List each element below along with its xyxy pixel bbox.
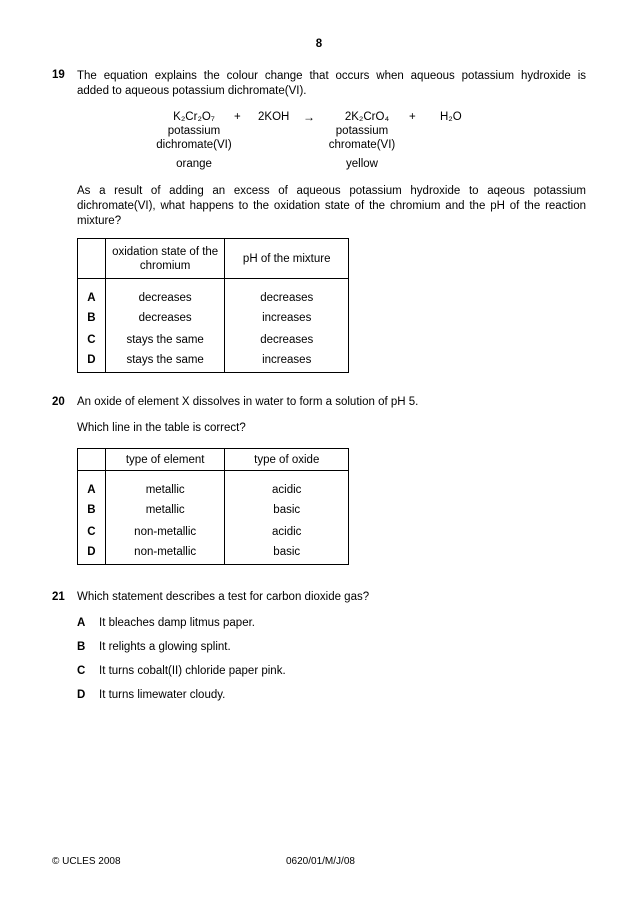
question-20-question: Which line in the table is correct?	[77, 422, 246, 434]
question-20-stem: An oxide of element X dissolves in water to form a solution of pH 5.	[77, 396, 419, 408]
equation-plus-2: +	[409, 111, 416, 123]
product-1-colour: yellow	[346, 158, 378, 170]
table-header-row	[78, 449, 349, 471]
row-letter: A	[78, 471, 106, 499]
row-ph-value: decreases	[225, 329, 349, 351]
question-19-question-line2: dichromate(VI), what happens to the oxidation state of the chromium and the pH of the reaction	[77, 200, 586, 212]
row-letter: D	[78, 543, 106, 565]
question-19-question-line1: As a result of adding an excess of aqueous potassium hydroxide to aqeous potassium	[77, 185, 586, 197]
table-row	[78, 471, 349, 499]
row-oxidation-value: stays the same	[105, 329, 225, 351]
table-row	[78, 521, 349, 543]
option-letter: D	[77, 689, 86, 701]
option-letter: B	[77, 641, 86, 653]
option-text: It bleaches damp litmus paper.	[99, 617, 255, 629]
question-19-stem-line2: added to aqueous potassium dichromate(VI).	[77, 85, 307, 97]
table-row	[78, 543, 349, 565]
footer-paper-code: 0620/01/M/J/08	[286, 856, 355, 867]
reactant-2-formula: 2KOH	[258, 111, 290, 123]
product-1-name-line2: chromate(VI)	[328, 139, 396, 151]
option-letter: C	[77, 665, 86, 677]
option-letter: A	[77, 617, 86, 629]
row-element-value: non-metallic	[105, 543, 225, 565]
question-19-table	[77, 238, 349, 373]
question-number-19: 19	[52, 69, 65, 81]
row-letter: B	[78, 307, 106, 329]
table-header-ph: pH of the mixture	[225, 239, 349, 279]
table-row	[78, 307, 349, 329]
product-1-formula: 2K₂CrO₄	[344, 111, 390, 123]
question-19-stem	[77, 69, 586, 99]
table-row	[78, 279, 349, 307]
row-oxidation-value: stays the same	[105, 351, 225, 373]
table-header-row	[78, 239, 349, 279]
row-letter: A	[78, 279, 106, 307]
table-header-oxidation-state	[105, 239, 225, 279]
reactant-1-name-line1: potassium	[167, 125, 221, 137]
question-19-question	[77, 184, 586, 229]
table-row	[78, 351, 349, 373]
row-ph-value: increases	[225, 351, 349, 373]
page-number: 8	[315, 38, 323, 50]
table-row	[78, 499, 349, 521]
table-header-type-of-oxide: type of oxide	[225, 449, 349, 471]
question-number-21: 21	[52, 591, 65, 603]
reactant-1-colour: orange	[176, 158, 212, 170]
row-letter: C	[78, 329, 106, 351]
table-header-type-of-element: type of element	[105, 449, 225, 471]
question-number-20: 20	[52, 396, 65, 408]
row-element-value: metallic	[105, 499, 225, 521]
option-text: It turns cobalt(II) chloride paper pink.	[99, 665, 286, 677]
row-oxidation-value: decreases	[105, 279, 225, 307]
option-text: It relights a glowing splint.	[99, 641, 231, 653]
row-ph-value: decreases	[225, 279, 349, 307]
equation-plus-1: +	[234, 111, 241, 123]
table-row	[78, 329, 349, 351]
row-letter: B	[78, 499, 106, 521]
product-1-name-line1: potassium	[335, 125, 389, 137]
product-2-formula: H₂O	[440, 111, 462, 123]
row-ph-value: increases	[225, 307, 349, 329]
reaction-arrow-icon: →	[303, 110, 315, 124]
table-header-oxidation-line1: oxidation state of the	[112, 245, 219, 258]
table-header-blank	[78, 449, 106, 471]
row-letter: D	[78, 351, 106, 373]
row-letter: C	[78, 521, 106, 543]
row-oxide-value: basic	[225, 499, 349, 521]
row-oxide-value: acidic	[225, 471, 349, 499]
row-element-value: metallic	[105, 471, 225, 499]
row-oxide-value: basic	[225, 543, 349, 565]
table-header-blank	[78, 239, 106, 279]
question-21-stem: Which statement describes a test for carbon dioxide gas?	[77, 591, 370, 603]
option-text: It turns limewater cloudy.	[99, 689, 226, 701]
row-oxidation-value: decreases	[105, 307, 225, 329]
question-19-stem-line1: The equation explains the colour change that occurs when aqueous potassium hydroxide is	[77, 70, 586, 82]
question-19-question-line3: mixture?	[77, 215, 122, 227]
row-element-value: non-metallic	[105, 521, 225, 543]
reactant-1-formula: K₂Cr₂O₇	[173, 111, 215, 123]
question-20-table	[77, 448, 349, 565]
row-oxide-value: acidic	[225, 521, 349, 543]
reactant-1-name-line2: dichromate(VI)	[156, 139, 232, 151]
footer-copyright: © UCLES 2008	[52, 856, 121, 867]
table-header-oxidation-line2: chromium	[139, 259, 191, 272]
